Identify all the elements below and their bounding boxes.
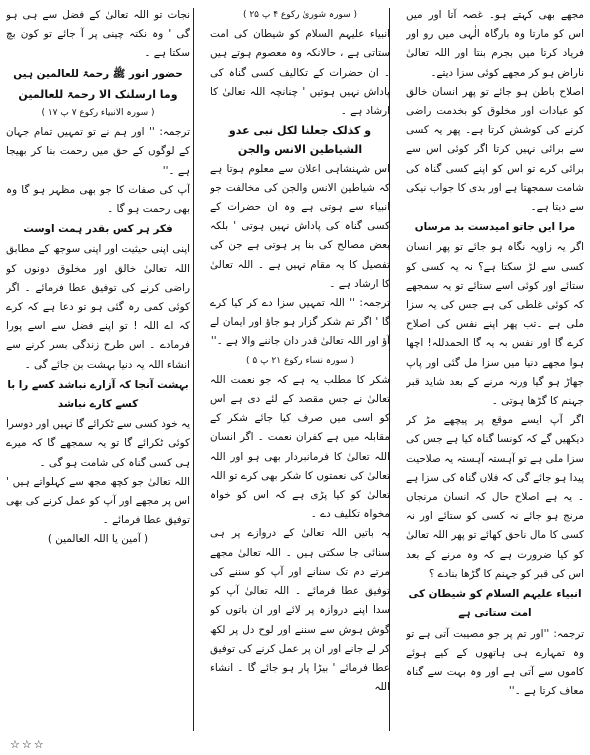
reference: ( سورہ شوریٰ رکوع ۴ پ ۲۵ ) — [242, 10, 358, 20]
paragraph: اگر یہ زاویہ نگاہ ہو جائے تو پھر انسان کسی سے لڑ سکتا ہے؟ نہ یہ کسی کو ستائے اور کوئی اسے ستائے تو یہ سمجھے کہ کوئی غلطی کی ہے جس کی یہ سزا ملی ہے ۔تب پھر اپنے نفس کی اصلاح کرے گا اور نفس بہ یہ گا الحمدللہ! اچھا ہوا مجھے دنیا میں سزا مل گئی اور پاپ جھاڑ ہو گیا ورنہ مرنے کے بعد شاید قبر جہنم کا گڑھا ہوتی ۔ — [406, 241, 584, 408]
paragraph: اس شہنشاہی اعلان سے معلوم ہوتا ہے کہ شیاطین الانس والجن کی مخالفت جو انبیاء سے ہوتی ہے وہ ان حضرات کے کسی گناہ کی پاداش نہیں ہوتی ' بلکہ بعض مصالح کی بنا پر ہوتی ہے جن کی تفصیل کا یہ مقام نہیں ہے ۔ اللہ تعالیٰ کا ارشاد ہے ۔ — [210, 162, 390, 290]
paragraph: نجات تو اللہ تعالیٰ کے فضل سے ہی ہو گی ' وہ نکتہ چینی پر آ جائے تو کون بچ سکتا ہے ۔ — [6, 9, 190, 60]
paragraph: اصلاح باطن ہو جائے تو پھر انسان خالق کو عبادات اور مخلوق کو بخدمت راضی کرنے کی کوشش کرتا ہے۔ پھر یہ کسی سے برائی نہیں کرتا اگر کوئی اس سے برائی کرے تو اس کو اپنے کسی گناہ کی شامت سمجھتا ہے اور بدی کا جواب نیکی سے دیتا ہے۔ — [406, 85, 584, 214]
paragraph: اپنی اپنی حیثیت اور اپنی سوجھ کے مطابق اللہ تعالیٰ خالق اور مخلوق دونوں کو راضی کرنے کی توفیق عطا فرمائے ۔ اگر کوئی کمی رہ گئی ہو تو دعا ہے کہ کرے کہ اے اللہ ! تو اپنے فضل سے اسے پورا فرمادے ۔ اس طرح زندگی بسر کرنے سے انشاء اللہ یہ دنیا بہشت بن جائے گی ۔ — [6, 243, 190, 371]
paragraph: ترجمہ: '' اور ہم نے تو تمہیں تمام جہان کے لوگوں کے حق میں رحمت بنا کر بھیجا ہے ۔'' — [6, 126, 190, 177]
paragraph: ترجمہ: '' اللہ تمہیں سزا دے کر کیا کرے گا ' اگر تم شکر گزار ہو جاؤ اور ایمان لے آؤ اور اللہ تعالیٰ قدر دان جاننے والا ہے ۔'' — [210, 297, 390, 348]
right-column — [406, 6, 584, 733]
reference: ( سورہ نساء رکوع ۲۱ پ ۵ ) — [245, 355, 355, 366]
footer-stars: ☆☆☆ — [10, 738, 46, 751]
paragraph: انبیاء علیہم السلام کو شیطان کی امت ستاتی ہے ، حالانکہ وہ معصوم ہوتے ہیں ۔ ان حضرات کے تکالیف کسی گناہ کی پاداش نہیں ہوتیں ' چنانچہ اللہ تعالیٰ کا ارشاد ہے ۔ — [210, 28, 390, 118]
heading: مرا ایں جاتو امیدست بد مرساں — [414, 221, 576, 234]
heading: انبیاء علیہم السلام کو شیطان کی امت ستاتی ہے — [408, 588, 582, 620]
paragraph: اللہ تعالیٰ جو کچھ مجھ سے کہلواتے ہیں ' اس پر مجھے اور آپ کو عمل کرنے کی بھی توفیق عطا فرمائے ۔ — [6, 475, 190, 527]
paragraph: یہ خود کسی سے ٹکرائے گا نہیں اور دوسرا کوئی ٹکرائے گا تو یہ سمجھے گا کہ میرے ہی کسی گناہ کی شامت ہو گی ۔ — [6, 418, 190, 469]
verse: وما ارسلنک الا رحمۃ للعالمین — [18, 87, 178, 101]
middle-column — [210, 6, 390, 733]
paragraph: شکر کا مطلب یہ ہے کہ جو نعمت اللہ تعالیٰ نے جس مقصد کے لئے دی ہے اس کو اسی میں صرف کیا جائے شکر کے مقابلہ میں ہے کفران نعمت ۔ اگر انسان اللہ تعالیٰ کا فرمانبردار بھی ہو اور اللہ تعالیٰ کی نعمتوں کا شکر بھی کرے تو اللہ تعالیٰ کو کیا پڑی ہے کہ اس کو خواہ مخواہ تکلیف دے ۔ — [210, 373, 390, 521]
paragraph: ترجمہ: ''اور تم پر جو مصیبت آتی ہے تو وہ تمہارے ہی ہاتھوں کے کیے ہوئے کاموں سے آتی ہے اور وہ بہت سے گناہ معاف کرتا ہے ۔'' — [406, 627, 584, 698]
heading: حضور انور ﷺ رحمۃ للعالمین ہیں — [13, 67, 183, 80]
centered-text: ( آمین یا اللہ العالمین ) — [47, 533, 149, 546]
paragraph: مجھے بھی کہتے ہو۔ غصہ آتا اور میں اس کو مارتا وہ بارگاہ الٰہی میں رو اور فریاد کرتا میں بجرم بنتا اور اللہ تعالیٰ ناراض ہو کر مجھے کوئی سزا دیتے۔ — [406, 9, 584, 79]
column-divider-left — [193, 8, 194, 731]
reference: ( سورہ الانبیاء رکوع ۷ پ ۱۷ ) — [41, 108, 155, 119]
paragraph: آپ کی صفات کا جو بھی مظہر ہو گا وہ بھی رحمت ہو گا ۔ — [6, 183, 190, 216]
left-column — [6, 6, 190, 733]
paragraph: یہ باتیں اللہ تعالیٰ کے دروازے پر ہی سنائی جا سکتی ہیں ۔ اللہ تعالیٰ مجھے مرتے دم تک سنانے اور آپ کو سننے کی توفیق عطا فرمائے ۔ اللہ تعالیٰ آپ کو سدا اپنے دروازہ پر لائے اور ان باتوں کو گوش ہوش سے سننے اور لوح دل پر لکھ کر لے جانے اور ان پر عمل کرنے کی توفیق عطا فرمائے ' بیڑا پار ہو جائے گا ۔ انشاء اللہ — [210, 527, 390, 694]
heading: بہشت آنجا کہ آزارے نباشد کسے را با کسے کارے نباشد — [7, 378, 189, 411]
heading: فکر ہر کس بقدر ہمت اوست — [23, 223, 173, 236]
paragraph: اگر آپ ایسے موقع پر پیچھے مڑ کر دیکھیں گے کہ کونسا گناہ کیا ہے جس کی سزا ملی ہے تو آہستہ آہستہ یہ صلاحیت پیدا ہو جائے گی کہ فلاں گناہ کی سزا ہے ۔ یہ ہے اصلاح حال کہ انسان مرنجاں مرنج ہو جائے نہ کسی کو ستائے اور نہ کسی کا مال ناحق کھائے تو پھر اللہ تعالیٰ کو کیا ضرورت ہے کہ وہ مرنے کے بعد اس کی قبر کو جہنم کا گڑھا بنادے ؟ — [406, 414, 584, 580]
verse: و کذلک جعلنا لکل نبی عدو الشیاطین الانس والجن — [228, 124, 372, 157]
